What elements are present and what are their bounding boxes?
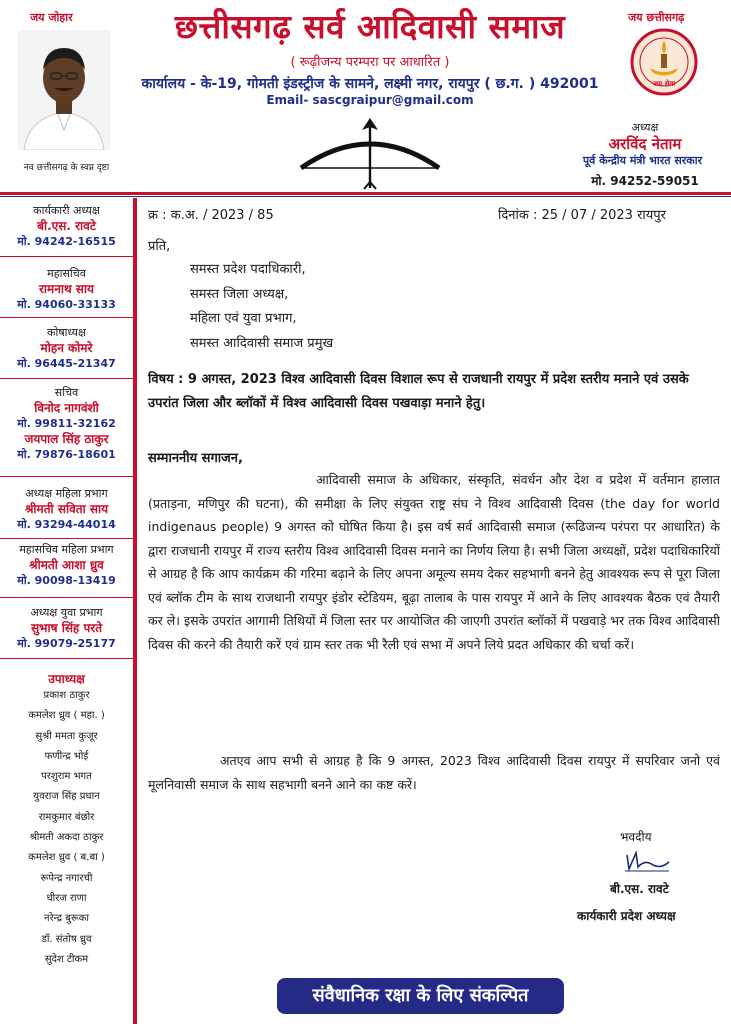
vice-president-list <box>0 686 133 970</box>
officer-general-secretary <box>0 267 133 312</box>
list-item: श्रीमती अकदा ठाकुर <box>29 832 104 844</box>
body-paragraph: आदिवासी समाज के अधिकार, संस्कृति, संवर्धन और देश व प्रदेश में वर्तमान हालात (प्रताड़ना, मणिपुर की घटना), की समीक्षा के लिए संयुक्त राष्ट्र संघ ने विश्व आदिवासी दिवस (the day for world indigenaus people) 9 अगस्त को घोषित किया है। इस वर्ष सर्व आदिवासी समाज (रूढिजन्य परंपरा पर आधारित) के द्वारा राजधानी रायपुर में राज्य स्तरीय विश्व आदिवासी दिवस मनाने का निर्णय लिया है। सभी जिला अध्यक्षों, प्रदेश पदाधिकारियों से आग्रह है कि आप कार्यक्रम की गरिमा बढ़ाने के लिए अपना अमूल्य समय देकर सहभागी बनने हेतु आवश्यक रूप से पूरा जिला एवं ब्लॉक टीम के साथ राजधानी रायपुर इंडोर स्टेडियम, बूढ़ा तालाब के पास रायपुर में आने के लिए आवश्यक बैठक एवं तैयारी कर ले। इसके उपरांत आगामी तिथियों में जिला स्तर पर आयोजित की जाएगी उपरांत ब्लॉकों में पखवाड़े भर तक विश्व आदिवासी दिवस की करने की तैयारी करें एवं ग्राम स्तर तक भी रैली एवं सभा में अपने लिये प्रदत अधिकार की चर्चा करें। <box>148 472 720 652</box>
bow-arrow-icon <box>295 118 445 190</box>
recipient-list <box>190 258 333 357</box>
officer-name: जयपाल सिंह ठाकुर <box>24 432 109 446</box>
officer-name: बी.एस. रावटे <box>37 219 96 233</box>
emblem-text: जय सेवा <box>652 80 676 88</box>
sidebar-rule <box>0 597 133 598</box>
list-item: कमलेश ध्रुव ( महा. ) <box>28 710 105 722</box>
officer-name: सुभाष सिंह परते <box>30 621 103 635</box>
list-item: सुश्री ममता कुजूर <box>35 730 98 742</box>
officer-phone: मो. 94060-33133 <box>17 298 116 311</box>
officer-youth-wing-president <box>0 606 133 651</box>
officer-title: अध्यक्ष युवा प्रभाग <box>30 606 103 619</box>
officer-title: महासचिव <box>47 267 86 280</box>
officer-women-wing-president <box>0 487 133 532</box>
recipient-item: समस्त आदिवासी समाज प्रमुख <box>190 336 334 352</box>
officer-name: विनोद नागवंशी <box>34 401 99 415</box>
officer-title: सचिव <box>54 386 79 399</box>
organization-subtitle: ( रूढ़ीजन्य परम्परा पर आधारित ) <box>290 55 450 70</box>
officer-phone: मो. 79876-18601 <box>17 448 116 461</box>
sidebar-divider <box>133 198 137 1024</box>
organization-title: छत्तीसगढ़ सर्व आदिवासी समाज <box>174 7 566 46</box>
list-item: रामकुमार बंछोर <box>38 811 95 823</box>
officer-secretary <box>0 386 133 462</box>
officer-title: कोषाध्यक्ष <box>47 326 86 339</box>
list-item: फणीन्द्र भोई <box>44 750 89 762</box>
list-item: धीरज राणा <box>46 892 87 904</box>
list-item: नरेन्द्र बुरूका <box>44 913 89 925</box>
reference-number: क्र : क.अ. / 2023 / 85 <box>148 208 274 223</box>
recipient-item: समस्त जिला अध्यक्ष, <box>190 286 289 302</box>
list-item: कमलेश ध्रुव ( ब.बा ) <box>28 852 105 864</box>
officer-phone: मो. 93294-44014 <box>17 518 116 531</box>
signature-image <box>623 845 673 875</box>
president-phone: मो. 94252-59051 <box>591 174 699 188</box>
officer-phone: मो. 99079-25177 <box>17 637 116 650</box>
president-title: अध्यक्ष <box>631 121 659 134</box>
letter-subject: विषय : 9 अगस्त, 2023 विश्व आदिवासी दिवस विशाल रूप से राजधानी रायपुर में प्रदेश स्तरीय मनाने एवं उसके उपरांत जिला और ब्लॉकों में विश्व आदिवासी दिवस पखवाड़ा मनाने हेतु। <box>148 372 689 411</box>
officer-phone: मो. 90098-13419 <box>17 574 116 587</box>
officer-phone: मो. 94242-16515 <box>17 235 116 248</box>
officer-treasurer <box>0 326 133 371</box>
officer-title: महासचिव महिला प्रभाग <box>19 543 114 556</box>
president-name: अरविंद नेताम <box>608 135 682 153</box>
vice-president-heading: उपाध्यक्ष <box>48 672 85 686</box>
header-divider-thin <box>0 196 731 197</box>
officer-executive-president <box>0 204 133 249</box>
office-email: Email- sascgraipur@gmail.com <box>266 93 474 107</box>
officer-phone: मो. 99811-32162 <box>17 417 116 430</box>
header-divider <box>0 192 731 195</box>
officer-name: रामनाथ साय <box>39 282 94 296</box>
greeting-right: जय छत्तीसगढ़ <box>628 11 685 24</box>
sidebar-rule <box>0 256 133 257</box>
recipient-item: समस्त प्रदेश पदाधिकारी, <box>190 262 306 277</box>
list-item: परशुराम भगत <box>41 771 92 783</box>
officer-title: अध्यक्ष महिला प्रभाग <box>25 487 108 500</box>
body-paragraph: अतएव आप सभी से आग्रह है कि 9 अगस्त, 2023 विश्व आदिवासी दिवस रायपुर में सपरिवार जनो एवं मूलनिवासी समाज के साथ सहभागी बनने आने का कष्ट करें। <box>148 753 720 792</box>
photo-caption: नव छत्तीसगढ़ के स्वप्न दृष्टा <box>23 163 110 173</box>
officer-title: कार्यकारी अध्यक्ष <box>33 204 100 217</box>
officer-name: श्रीमती सविता साय <box>24 502 109 516</box>
signer-name: बी.एस. रावटे <box>610 882 669 896</box>
officer-women-wing-secretary <box>0 543 133 588</box>
samaj-emblem-icon <box>630 28 698 96</box>
greeting-left: जय जोहार <box>30 11 73 24</box>
recipient-item: महिला एवं युवा प्रभाग, <box>190 311 297 327</box>
officer-phone: मो. 96445-21347 <box>17 357 116 370</box>
sidebar-rule <box>0 317 133 318</box>
leader-portrait <box>18 30 110 150</box>
officer-name: श्रीमती आशा ध्रुव <box>29 558 104 572</box>
sidebar-rule <box>0 538 133 539</box>
to-label: प्रति, <box>148 239 171 254</box>
salutation: सम्माननीय सगाजन, <box>148 451 243 466</box>
letter-date: दिनांक : 25 / 07 / 2023 रायपुर <box>498 208 666 223</box>
president-designation: पूर्व केन्द्रीय मंत्री भारत सरकार <box>582 154 703 167</box>
list-item: प्रकाश ठाकुर <box>43 690 90 701</box>
sidebar-rule <box>0 658 133 659</box>
list-item: युवराज सिंह प्रधान <box>33 791 100 803</box>
sidebar-rule <box>0 476 133 477</box>
sidebar-rule <box>0 378 133 379</box>
list-item: डॉ. संतोष ध्रुव <box>41 933 92 945</box>
signer-designation: कार्यकारी प्रदेश अध्यक्ष <box>577 909 676 923</box>
list-item: रूपेन्द्र नगारची <box>40 872 93 884</box>
closing-text: भवदीय <box>620 830 652 844</box>
officer-name: मोहन कोमरे <box>40 341 93 355</box>
footer-banner: संवैधानिक रक्षा के लिए संकल्पित <box>277 978 564 1014</box>
list-item: सुदेश टीकम <box>44 953 89 965</box>
office-address: कार्यालय - के-19, गोमती इंडस्ट्रीज के सामने, लक्ष्मी नगर, रायपुर ( छ.ग. ) 492001 <box>141 76 599 92</box>
